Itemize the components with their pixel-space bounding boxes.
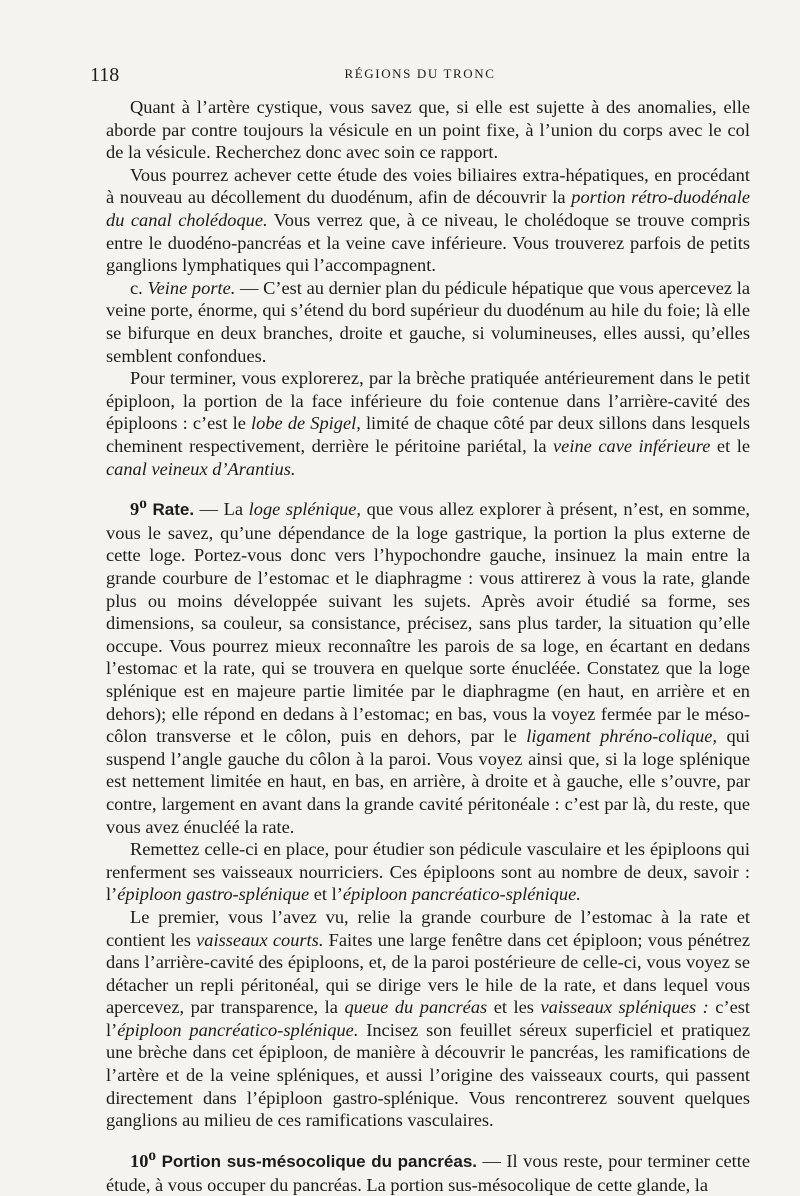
paragraph-gastrosplenic-omentum [106,906,750,1132]
text: c’est l’ [106,997,750,1040]
text: — C’est au dernier plan du pédicule hépatique que vous apercevez la veine porte, énorme, qui s’étend du bord supérieur du duodénum au hile du foie; là elle se bifurque en deux branches, droite et gauche, si volumineuses, elles aussi, qu’elles semblent confondues. [106,277,750,366]
section-number-digit: 10 [130,1150,149,1171]
running-head: RÉGIONS DU TRONC [344,66,496,81]
text: Faites une large fenêtre dans cet épiploon; vous pénétrez dans l’arrière-cavité des épiploons, et, de la paroi postérieure de celle-ci, vous voyez se détacher un repli péritonéal, qui se dirige vers le hile de la rate, et dans lequel vous apercevez, par transparence, la [106,929,750,1018]
italic-term: ligament phréno-colique, [526,726,718,747]
paragraph-cystic-artery [106,96,750,164]
text: Le premier, vous l’avez vu, relie la grande courbure de l’estomac à la rate et contient les [106,906,750,950]
italic-term: Veine porte. [147,277,236,298]
italic-term: vaisseaux spléniques : [540,997,709,1018]
paragraph-splenic-pedicle [106,838,750,906]
page-header [90,60,750,88]
italic-term: loge splénique, [248,499,362,520]
section-title: Rate. [152,500,195,520]
text: Quant à l’artère cystique, vous savez que, si elle est sujette à des anomalies, elle aborde par contre toujours la vésicule en un point fixe, à l’union du corps avec le col de la vésicule. Recherchez donc avec soin ce rapport. [106,97,750,163]
italic-term: épiploon pancréatico-splénique. [342,884,581,905]
section-pancreas [106,1145,750,1196]
italic-term: épiploon pancréatico-splénique. [117,1019,359,1040]
text: Incisez son feuillet séreux superficiel et pratiquez une brèche dans cet épiploon, de manière à découvrir le pancréas, les ramifications de l’artère et de la veine spléniques, et aussi l’origine des vaisseaux courts, qui passent directement dans l’épiploon gastro-splénique. Vous rencontrerez souvent quelques ganglions au milieu de ces ramifications vasculaires. [106,1019,750,1131]
text: et le [710,435,750,456]
italic-term: portion rétro-duodénale du canal cholédoque. [106,187,750,230]
text: Pour terminer, vous explorerez, par la brèche pratiquée antérieurement dans le petit épiploon, la portion de la face inférieure du foie contenue dans l’arrière-cavité des épiploons : c’est le [106,368,750,434]
section-number-sup: o [139,495,147,513]
italic-term: queue du pancréas [344,997,488,1018]
text: — La [194,499,249,520]
text: Vous pourrez achever cette étude des voies biliaires extra-hépatiques, en procédant à nouveau au décollement du duodénum, afin de découvrir la [106,164,750,208]
text: Remettez celle-ci en place, pour étudier son pédicule vasculaire et les épiploons qui renferment ses vaisseaux nourriciers. Ces épiploons sont au nombre de deux, savoir : l’ [106,839,750,905]
section-number-sup: o [148,1146,157,1164]
text: et l’ [309,884,343,905]
text: Vous verrez que, à ce niveau, le cholédoque se trouve compris entre le duodéno-pancréas et la veine cave inférieure. Vous trouverez parfois de petits ganglions lymphatiques qui l’accompagnent. [106,209,751,276]
italic-term: canal veineux d’Arantius. [106,458,296,479]
section-rate [106,493,750,838]
text: c. [130,277,148,298]
section-number [130,1146,157,1171]
italic-term: veine cave inférieure [553,435,711,456]
text: — Il vous reste, pour terminer cette étude, à vous occuper du pancréas. La portion sus-mésocolique de cette glande, la [106,1150,750,1195]
section-title: Portion sus-mésocolique du pancréas. [161,1151,478,1171]
text: que vous allez explorer à présent, n’est, en somme, vous le savez, qu’une dépendance de la loge gastrique, la portion la plus externe de cette loge. Portez-vous donc vers l’hypochondre gauche, insinuez la main entre la grande courbure de l’estomac et le diaphragme : vous attirerez à vous la rate, glande plus ou moins développée suivant les sujets. Après avoir étudié sa forme, ses dimensions, sa couleur, sa consistance, précisez, sans plus tarder, la situation qu’elle occupe. Vous pourrez mieux reconnaître les parois de sa loge, en écartant en dedans l’estomac et la rate, qui se trouvera en quelque sorte énucléée. Constatez que la loge splénique est en majeure partie limitée par le diaphragme (en haut, en arrière et en dehors); elle répond en dedans à l’estomac; en bas, vous la voyez fermée par le méso-côlon transverse et le côlon, puis en dehors, par le [106,499,750,747]
section-number-digit: 9 [130,499,140,520]
italic-term: lobe de Spigel, [251,413,361,434]
text: qui suspend l’angle gauche du côlon à la paroi. Vous voyez ainsi que, si la loge splénique est nettement limitée en haut, en bas, en arrière, à droite et à gauche, elle s’ouvre, par contre, largement en avant dans la grande cavité péritonéale : c’est par là, du reste, que vous avez énucléé la rate. [106,726,750,837]
text: limité de chaque côté par deux sillons dans lesquels cheminent respectivement, derrière le péritoine pariétal, la [106,413,750,456]
body-text [106,96,750,1196]
paragraph-retroduodenal-choledochus [106,164,750,277]
text: et les [487,997,541,1018]
paragraph-spigel-lobe [106,367,750,480]
italic-term: épiploon gastro-splénique [117,884,310,905]
paragraph-portal-vein [106,277,750,367]
italic-term: vaisseaux courts. [196,929,324,950]
section-number [130,495,147,520]
page-number: 118 [90,64,120,86]
